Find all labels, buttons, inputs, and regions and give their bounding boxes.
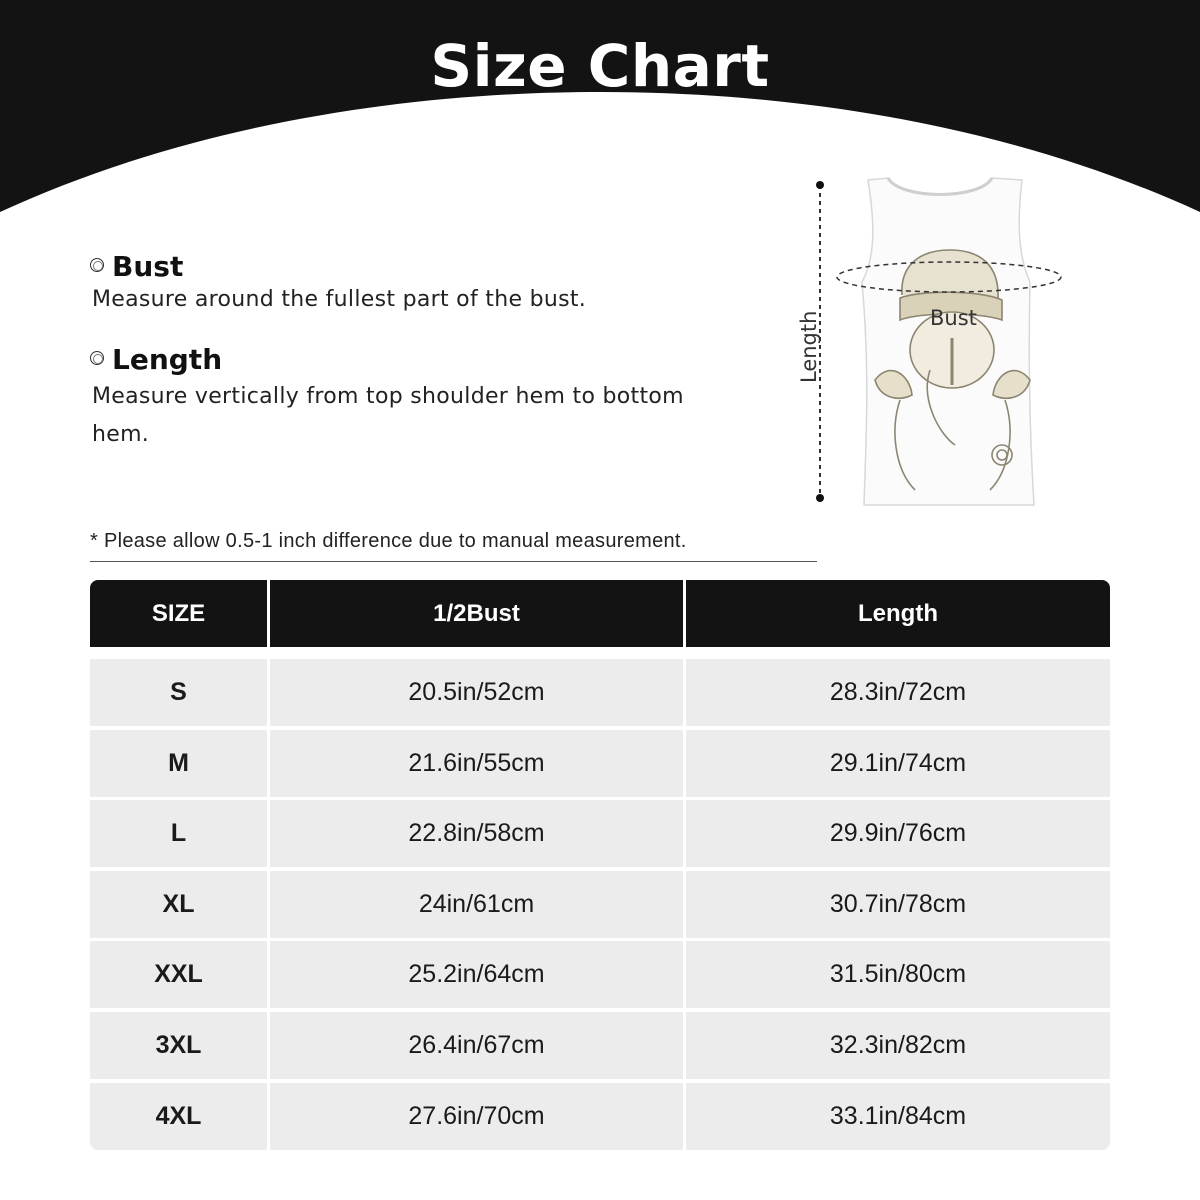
length-heading: Length [90,343,222,376]
bust-heading: Bust [90,250,183,283]
length-cell: 33.1in/84cm [686,1083,1110,1150]
size-cell: XL [90,871,267,938]
bust-cell: 20.5in/52cm [270,659,683,726]
size-cell: S [90,659,267,726]
header-length: Length [686,580,1110,647]
table-row [90,659,1110,726]
bust-cell: 22.8in/58cm [270,800,683,867]
size-cell: M [90,730,267,797]
header-bust: 1/2Bust [270,580,683,647]
size-cell: 4XL [90,1083,267,1150]
bust-cell: 25.2in/64cm [270,941,683,1008]
length-cell: 29.1in/74cm [686,730,1110,797]
length-cell: 29.9in/76cm [686,800,1110,867]
size-cell: L [90,800,267,867]
table-row [90,1012,1110,1079]
bust-cell: 24in/61cm [270,871,683,938]
size-cell: XXL [90,941,267,1008]
length-label: Length [797,310,821,383]
table-header-row [90,580,1110,647]
length-description: Measure vertically from top shoulder hem to bottom hem. [92,384,684,447]
length-cell: 28.3in/72cm [686,659,1110,726]
measurement-note: * Please allow 0.5-1 inch difference due to manual measurement. [90,530,687,552]
length-cell: 30.7in/78cm [686,871,1110,938]
bust-label: Bust [930,306,977,330]
bust-description: Measure around the fullest part of the bust. [92,287,587,312]
table-row [90,800,1110,867]
tank-top-illustration [780,170,1110,520]
length-cell: 32.3in/82cm [686,1012,1110,1079]
bullet-icon [90,258,104,272]
table-row [90,1083,1110,1150]
bullet-icon [90,351,104,365]
note-divider [90,561,817,562]
table-row [90,730,1110,797]
size-cell: 3XL [90,1012,267,1079]
page-title: Size Chart [430,32,770,100]
header-size: SIZE [90,580,267,647]
bust-cell: 26.4in/67cm [270,1012,683,1079]
bust-cell: 21.6in/55cm [270,730,683,797]
table-row [90,871,1110,938]
length-cell: 31.5in/80cm [686,941,1110,1008]
table-row [90,941,1110,1008]
bust-cell: 27.6in/70cm [270,1083,683,1150]
